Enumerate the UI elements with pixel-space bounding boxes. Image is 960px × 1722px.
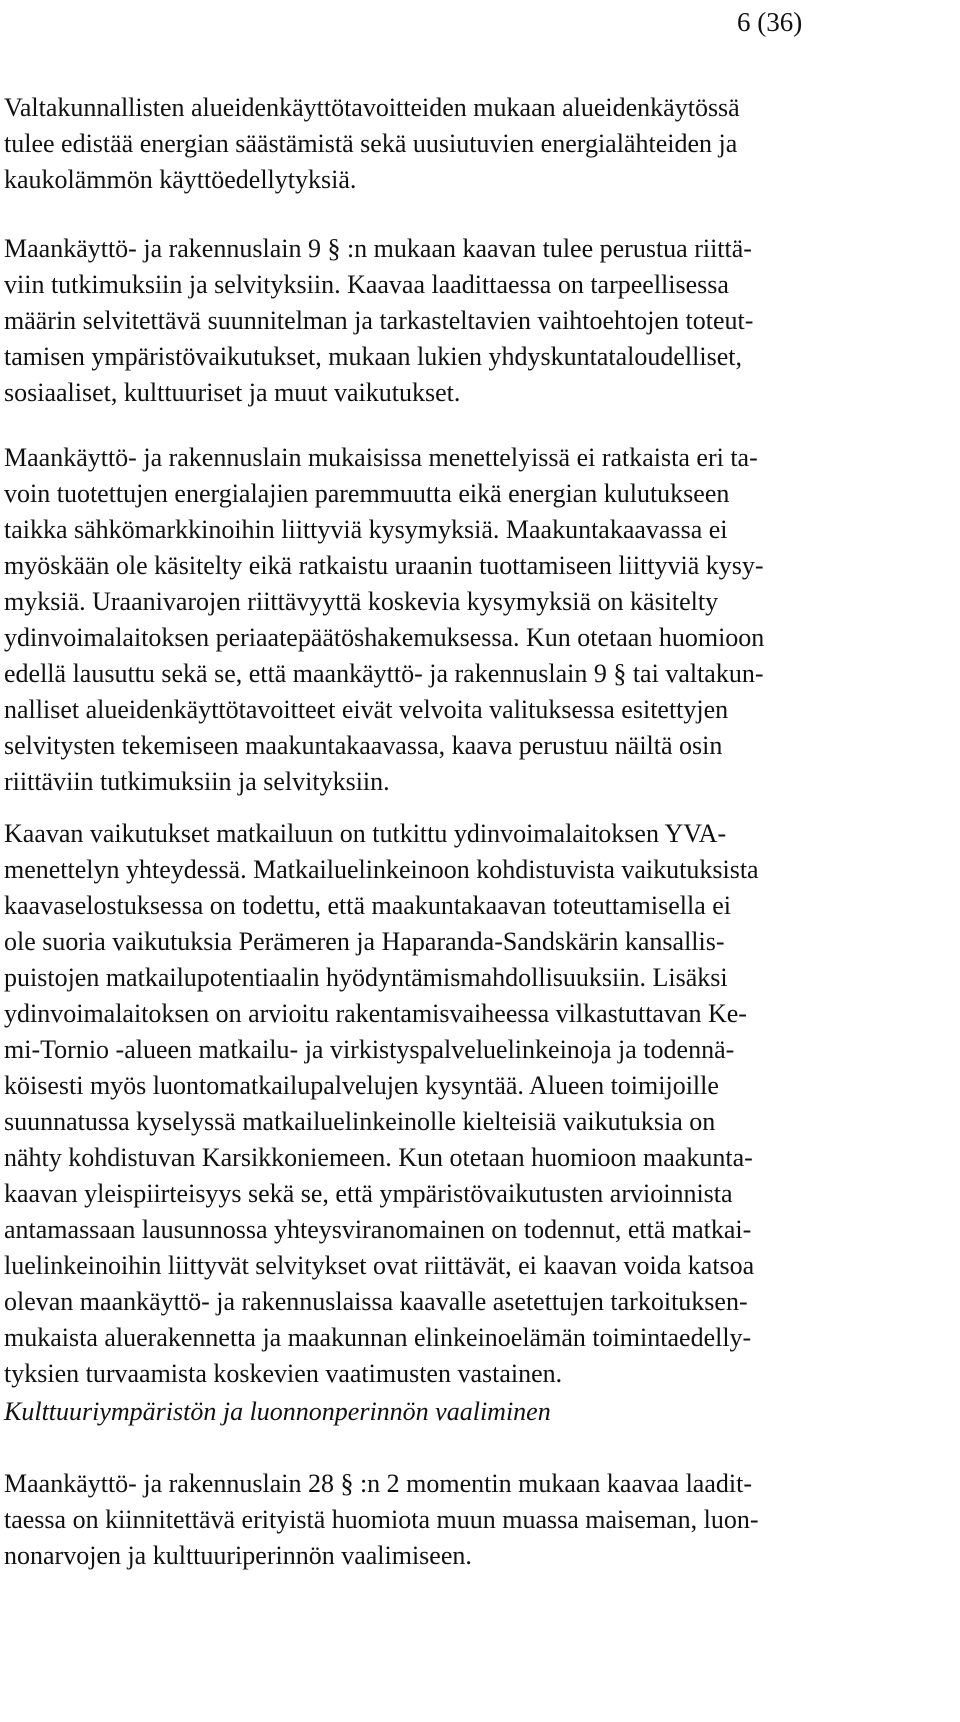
text-line: Maankäyttö- ja rakennuslain 28 § :n 2 momentin mukaan kaavaa laadit-: [4, 1469, 752, 1498]
text-line: puistojen matkailupotentiaalin hyödyntämismahdollisuuksiin. Lisäksi: [4, 963, 728, 992]
text-line: riittäviin tutkimuksiin ja selvityksiin.: [4, 767, 390, 796]
paragraph-research-requirements: [4, 231, 944, 411]
page-number: 6 (36): [737, 7, 803, 37]
text-line: suunnatussa kyselyssä matkailuelinkeinolle kielteisiä vaikutuksia on: [4, 1107, 716, 1136]
text-line: Maankäyttö- ja rakennuslain 9 § :n mukaan kaavan tulee perustua riittä-: [4, 234, 752, 263]
text-line: kaavaselostuksessa on todettu, että maakuntakaavan toteuttamisella ei: [4, 891, 732, 920]
text-line: tamisen ympäristövaikutukset, mukaan lukien yhdyskuntataloudelliset,: [4, 342, 742, 371]
text-line: ydinvoimalaitoksen on arvioitu rakentamisvaiheessa vilkastuttavan Ke-: [4, 999, 747, 1028]
text-line: määrin selvitettävä suunnitelman ja tarkasteltavien vaihtoehtojen toteut-: [4, 306, 754, 335]
text-line: olevan maankäyttö- ja rakennuslaissa kaavalle asetettujen tarkoituksen-: [4, 1287, 748, 1316]
text-line: myöskään ole käsitelty eikä ratkaistu uraanin tuottamiseen liittyviä kysy-: [4, 551, 764, 580]
text-line: Maankäyttö- ja rakennuslain mukaisissa menettelyissä ei ratkaista eri ta-: [4, 443, 758, 472]
text-line: ole suoria vaikutuksia Perämeren ja Haparanda-Sandskärin kansallis-: [4, 927, 725, 956]
text-line: edellä lausuttu sekä se, että maankäyttö- ja rakennuslain 9 § tai valtakun-: [4, 659, 764, 688]
paragraph-energy-goals: [4, 90, 944, 198]
section-heading-text: Kulttuuriympäristön ja luonnonperinnön vaaliminen: [4, 1397, 551, 1426]
text-line: sosiaaliset, kulttuuriset ja muut vaikutukset.: [4, 378, 461, 407]
text-line: taessa on kiinnitettävä erityistä huomiota muun muassa maiseman, luon-: [4, 1505, 759, 1534]
text-line: voin tuotettujen energialajien paremmuutta eikä energian kulutukseen: [4, 479, 730, 508]
text-line: ydinvoimalaitoksen periaatepäätöshakemuksessa. Kun otetaan huomioon: [4, 623, 765, 652]
text-line: nähty kohdistuvan Karsikkoniemeen. Kun otetaan huomioon maakunta-: [4, 1143, 753, 1172]
text-line: mukaista aluerakennetta ja maakunnan elinkeinoelämän toimintaedelly-: [4, 1323, 752, 1352]
paragraph-cultural-heritage: [4, 1466, 944, 1574]
text-line: nalliset alueidenkäyttötavoitteet eivät velvoita valituksessa esitettyjen: [4, 695, 729, 724]
text-line: taikka sähkömarkkinoihin liittyviä kysymyksiä. Maakuntakaavassa ei: [4, 515, 728, 544]
text-line: kaukolämmön käyttöedellytyksiä.: [4, 165, 357, 194]
text-line: nonarvojen ja kulttuuriperinnön vaalimiseen.: [4, 1541, 472, 1570]
text-line: tyksien turvaamista koskevien vaatimusten vastainen.: [4, 1359, 563, 1388]
text-line: viin tutkimuksiin ja selvityksiin. Kaavaa laadittaessa on tarpeellisessa: [4, 270, 729, 299]
text-line: myksiä. Uraanivarojen riittävyyttä koskevia kysymyksiä on käsitelty: [4, 587, 719, 616]
text-line: mi-Tornio -alueen matkailu- ja virkistyspalveluelinkeinoja ja todennä-: [4, 1035, 735, 1064]
paragraph-tourism-impacts: [4, 816, 944, 1392]
text-line: tulee edistää energian säästämistä sekä uusiutuvien energialähteiden ja: [4, 129, 738, 158]
text-line: Kaavan vaikutukset matkailuun on tutkittu ydinvoimalaitoksen YVA-: [4, 819, 727, 848]
paragraph-energy-procedures: [4, 440, 944, 800]
text-line: antamassaan lausunnossa yhteysviranomainen on todennut, että matkai-: [4, 1215, 752, 1244]
text-line: Valtakunnallisten alueidenkäyttötavoitteiden mukaan alueidenkäytössä: [4, 93, 740, 122]
text-line: köisesti myös luontomatkailupalvelujen kysyntää. Alueen toimijoille: [4, 1071, 719, 1100]
text-line: menettelyn yhteydessä. Matkailuelinkeinoon kohdistuvista vaikutuksista: [4, 855, 759, 884]
text-line: selvitysten tekemiseen maakuntakaavassa, kaava perustuu näiltä osin: [4, 731, 723, 760]
section-heading: [4, 1394, 944, 1430]
text-line: kaavan yleispiirteisyys sekä se, että ympäristövaikutusten arvioinnista: [4, 1179, 733, 1208]
text-line: luelinkeinoihin liittyvät selvitykset ovat riittävät, ei kaavan voida katsoa: [4, 1251, 755, 1280]
